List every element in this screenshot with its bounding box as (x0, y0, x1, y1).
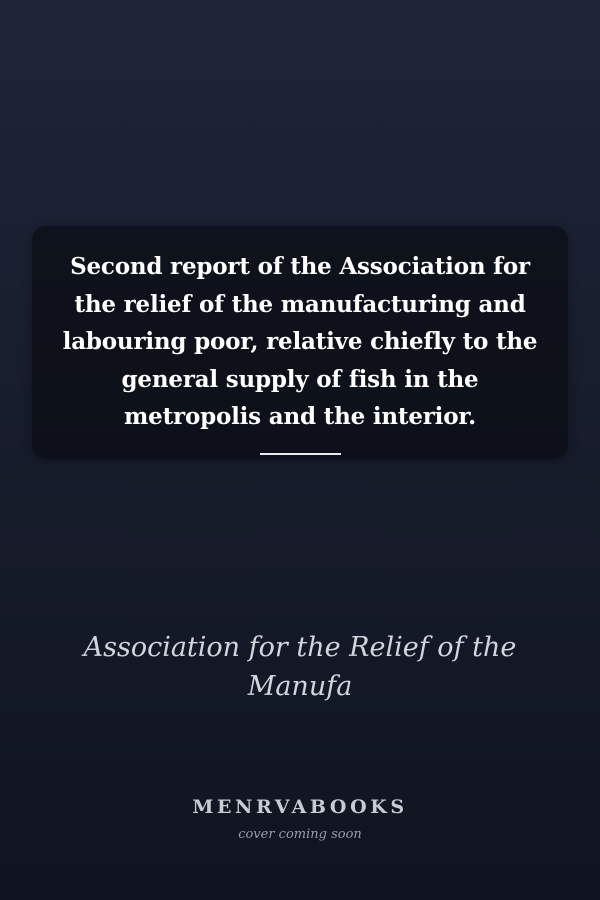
book-author: Association for the Relief of the Manufa (83, 632, 517, 702)
cover-note: cover coming soon (238, 827, 362, 842)
title-divider (260, 453, 341, 455)
book-title: Second report of the Association for the relief of the manufacturing and labouring poor, relative chiefly to the general supply of fish in the metropolis and the interior. (62, 253, 538, 430)
publisher-name: MENRVABOOKS (192, 796, 408, 818)
title-panel (32, 226, 568, 459)
